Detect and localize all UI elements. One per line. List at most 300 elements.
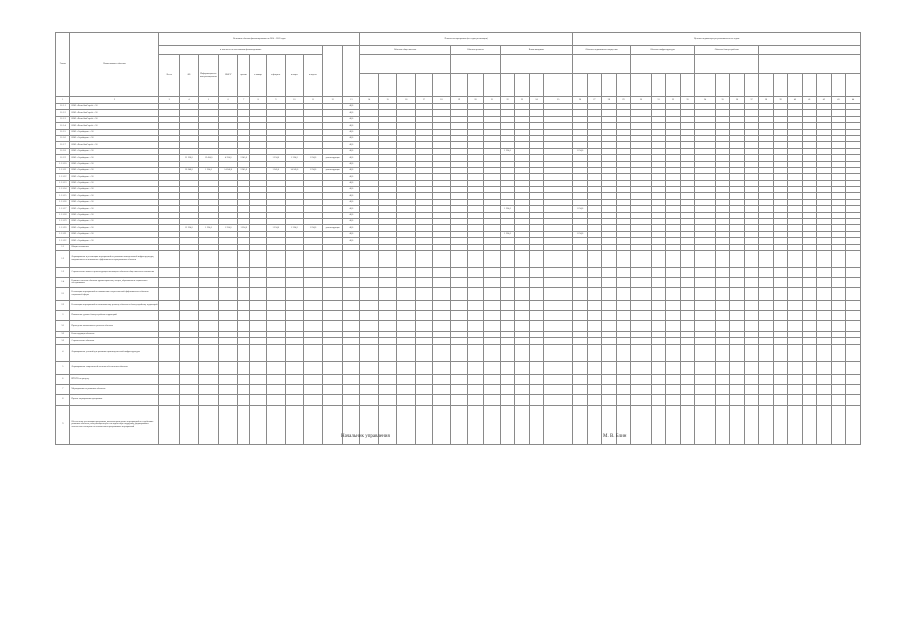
table-cell xyxy=(250,277,267,287)
column-index: 37 xyxy=(744,97,758,104)
table-cell xyxy=(817,361,831,374)
table-cell xyxy=(715,267,729,277)
table-cell xyxy=(378,250,397,267)
table-cell xyxy=(695,384,716,394)
table-cell xyxy=(817,300,831,310)
table-cell xyxy=(631,310,652,320)
header-cell: в феврале xyxy=(266,55,285,97)
header-cell: Объекты инфраструктуры xyxy=(631,46,695,55)
table-cell xyxy=(573,394,587,405)
table-cell: 48,0 xyxy=(343,123,360,129)
table-cell xyxy=(529,374,543,384)
header-cell xyxy=(451,55,501,74)
table-cell xyxy=(198,320,219,331)
table-cell: 48,0 xyxy=(343,110,360,116)
table-cell xyxy=(744,374,758,384)
signature-position: Начальник управления xyxy=(341,434,390,439)
table-cell xyxy=(219,394,238,405)
table-cell xyxy=(695,394,716,405)
table-cell xyxy=(831,277,845,287)
table-cell: 2 345,0 xyxy=(238,167,250,173)
table-cell xyxy=(802,277,816,287)
header-cell xyxy=(343,46,360,97)
section-row xyxy=(56,267,861,277)
table-cell xyxy=(322,267,343,277)
table-cell xyxy=(219,320,238,331)
table-cell xyxy=(544,310,573,320)
table-cell xyxy=(360,287,379,300)
table-cell xyxy=(831,394,845,405)
header-cell xyxy=(802,74,816,97)
table-cell: реконструкция xyxy=(322,167,343,173)
table-cell xyxy=(744,394,758,405)
table-cell xyxy=(467,374,484,384)
table-cell xyxy=(484,287,501,300)
table-cell xyxy=(500,267,514,277)
table-cell xyxy=(322,344,343,361)
table-cell xyxy=(238,310,250,320)
table-cell xyxy=(773,250,787,267)
table-cell xyxy=(573,320,587,331)
table-cell xyxy=(666,277,680,287)
table-cell xyxy=(500,344,514,361)
table-cell xyxy=(360,267,379,277)
column-index: 44 xyxy=(846,97,861,104)
section-number: 3.2 xyxy=(56,331,70,337)
table-cell xyxy=(159,287,180,300)
column-index: 1 xyxy=(56,97,70,104)
table-cell xyxy=(198,310,219,320)
table-cell: 1.1.1.9 xyxy=(56,155,70,161)
table-cell xyxy=(266,374,285,384)
object-name: ООО «Стройпром» - 50 xyxy=(70,148,159,154)
table-cell xyxy=(730,250,744,267)
column-index: 24 xyxy=(529,97,543,104)
object-name: ООО «Стройпром» - 50 xyxy=(70,193,159,199)
table-cell xyxy=(695,267,716,277)
table-cell xyxy=(343,277,360,287)
table-cell xyxy=(715,287,729,300)
table-cell: 48,0 xyxy=(343,135,360,141)
table-cell xyxy=(831,300,845,310)
table-cell xyxy=(695,320,716,331)
table-cell xyxy=(451,384,468,394)
column-index: 15 xyxy=(378,97,397,104)
table-cell xyxy=(238,250,250,267)
section-title: Развитие системы объектов здравоохранения, спорта, образования и социального обслуживания xyxy=(70,277,159,287)
object-name: ООО «ВолгоЗапСтрой» - 50 xyxy=(70,104,159,110)
table-cell xyxy=(322,374,343,384)
header-cell xyxy=(666,74,680,97)
table-cell xyxy=(573,300,587,310)
table-cell xyxy=(831,250,845,267)
table-cell xyxy=(544,287,573,300)
table-cell: 1 234,0 xyxy=(285,225,304,231)
table-cell xyxy=(304,287,323,300)
header-cell: в марте xyxy=(285,55,304,97)
table-cell xyxy=(680,250,694,267)
table-cell xyxy=(680,287,694,300)
table-cell xyxy=(198,394,219,405)
table-cell xyxy=(219,310,238,320)
table-cell xyxy=(759,384,773,394)
table-cell xyxy=(484,384,501,394)
table-cell xyxy=(773,344,787,361)
section-title: Формирование и реализация мероприятий по развитию коммунальной инфраструктуры, направленных на повышение эффективности программных объектов xyxy=(70,250,159,267)
table-cell xyxy=(730,310,744,320)
table-cell xyxy=(680,361,694,374)
table-cell xyxy=(744,250,758,267)
table-cell xyxy=(602,384,616,394)
table-cell xyxy=(432,310,451,320)
header-cell xyxy=(322,46,343,97)
table-cell xyxy=(846,267,861,277)
header-cell: Показатели программы (по годам реализации) xyxy=(360,33,573,46)
table-cell xyxy=(266,250,285,267)
table-cell xyxy=(198,344,219,361)
header-cell xyxy=(484,74,501,97)
table-cell xyxy=(343,287,360,300)
table-cell xyxy=(544,320,573,331)
table-cell xyxy=(343,374,360,384)
table-cell: реконструкция xyxy=(322,155,343,161)
table-cell xyxy=(378,374,397,384)
table-cell xyxy=(529,310,543,320)
header-cell xyxy=(544,74,573,97)
table-cell xyxy=(715,277,729,287)
column-index: 4 xyxy=(180,97,199,104)
table-cell xyxy=(587,287,601,300)
table-cell xyxy=(602,287,616,300)
table-cell xyxy=(802,310,816,320)
table-cell xyxy=(322,394,343,405)
table-cell xyxy=(515,361,529,374)
table-cell xyxy=(515,287,529,300)
table-cell: 1.1.1.11 xyxy=(56,167,70,173)
table-cell xyxy=(285,250,304,267)
table-cell: 1.1.1.4 xyxy=(56,123,70,129)
table-cell xyxy=(238,361,250,374)
table-cell xyxy=(651,287,665,300)
table-cell xyxy=(773,267,787,277)
table-cell xyxy=(432,287,451,300)
table-cell xyxy=(397,277,416,287)
header-cell: Объекты ремонта xyxy=(451,46,501,55)
table-cell xyxy=(322,361,343,374)
column-index: 3 xyxy=(159,97,180,104)
table-cell: 21 236,0 xyxy=(180,155,199,161)
table-cell xyxy=(573,344,587,361)
table-cell xyxy=(397,250,416,267)
table-cell xyxy=(680,374,694,384)
table-cell xyxy=(397,361,416,374)
table-cell xyxy=(451,320,468,331)
table-cell xyxy=(159,394,180,405)
table-cell xyxy=(159,344,180,361)
table-cell xyxy=(416,361,433,374)
table-cell xyxy=(416,300,433,310)
table-cell xyxy=(238,394,250,405)
table-cell xyxy=(587,361,601,374)
table-cell xyxy=(198,361,219,374)
table-cell xyxy=(802,300,816,310)
table-cell xyxy=(744,320,758,331)
table-cell xyxy=(715,320,729,331)
table-cell: 1 234,0 xyxy=(219,225,238,231)
table-cell xyxy=(266,300,285,310)
table-cell xyxy=(587,374,601,384)
table-cell xyxy=(484,300,501,310)
table-cell xyxy=(744,384,758,394)
table-cell xyxy=(651,277,665,287)
table-cell: 1.1.1.14 xyxy=(56,187,70,193)
table-cell: 48,0 xyxy=(343,180,360,186)
table-cell xyxy=(219,250,238,267)
column-index: 5 xyxy=(198,97,219,104)
table-cell xyxy=(451,310,468,320)
table-cell xyxy=(397,394,416,405)
table-cell xyxy=(616,361,630,374)
table-cell xyxy=(416,384,433,394)
table-cell: 1.1.1.2 xyxy=(56,110,70,116)
table-cell xyxy=(360,394,379,405)
table-cell xyxy=(759,320,773,331)
table-cell xyxy=(159,277,180,287)
table-cell: 1.1.1.12 xyxy=(56,174,70,180)
object-name: ООО «Стройпром» - 50 xyxy=(70,187,159,193)
column-index: 23 xyxy=(515,97,529,104)
table-cell xyxy=(651,394,665,405)
table-cell xyxy=(159,320,180,331)
table-cell xyxy=(666,384,680,394)
table-cell xyxy=(238,287,250,300)
table-cell xyxy=(788,361,802,374)
table-cell xyxy=(695,277,716,287)
table-cell xyxy=(397,300,416,310)
table-cell xyxy=(817,310,831,320)
column-index: 12 xyxy=(322,97,343,104)
object-name: ООО «Стройпром» - 50 xyxy=(70,199,159,205)
table-cell: 48,0 xyxy=(343,212,360,218)
table-cell xyxy=(238,384,250,394)
table-cell xyxy=(788,320,802,331)
table-cell xyxy=(159,310,180,320)
table-cell xyxy=(467,250,484,267)
table-cell xyxy=(467,300,484,310)
table-cell xyxy=(529,300,543,310)
table-cell xyxy=(467,394,484,405)
table-cell xyxy=(343,250,360,267)
header-cell xyxy=(788,74,802,97)
table-cell xyxy=(360,374,379,384)
object-name: ООО «ВолгоЗапСтрой» - 50 xyxy=(70,123,159,129)
table-cell xyxy=(529,277,543,287)
column-index: 28 xyxy=(602,97,616,104)
table-cell xyxy=(802,394,816,405)
header-cell xyxy=(744,74,758,97)
table-cell xyxy=(416,287,433,300)
table-cell: 1 234,0 xyxy=(266,155,285,161)
table-cell xyxy=(573,277,587,287)
table-cell xyxy=(544,267,573,277)
table-cell xyxy=(219,300,238,310)
table-cell xyxy=(515,394,529,405)
table-cell xyxy=(250,310,267,320)
column-index: 39 xyxy=(773,97,787,104)
header-cell xyxy=(587,74,601,97)
table-cell xyxy=(416,310,433,320)
table-cell xyxy=(467,361,484,374)
table-cell xyxy=(416,394,433,405)
table-cell xyxy=(773,384,787,394)
table-cell xyxy=(343,300,360,310)
table-cell xyxy=(587,384,601,394)
table-cell xyxy=(180,384,199,394)
header-cell: Всего xyxy=(159,55,180,97)
table-cell xyxy=(846,374,861,384)
object-name: ООО «Стройпром» - 50 xyxy=(70,219,159,225)
table-cell xyxy=(831,310,845,320)
table-cell xyxy=(180,361,199,374)
table-cell: 1.1.1.17 xyxy=(56,206,70,212)
section-row xyxy=(56,287,861,300)
table-cell xyxy=(266,287,285,300)
table-cell xyxy=(744,287,758,300)
table-cell xyxy=(484,394,501,405)
table-cell xyxy=(397,310,416,320)
table-cell xyxy=(715,361,729,374)
table-cell xyxy=(651,384,665,394)
table-cell xyxy=(587,250,601,267)
table-cell xyxy=(250,267,267,277)
object-name: ООО «Стройпром» - 50 xyxy=(70,238,159,244)
table-cell xyxy=(159,361,180,374)
object-name: ООО «Стройпром» - 50 xyxy=(70,180,159,186)
table-cell xyxy=(285,267,304,277)
table-cell xyxy=(198,300,219,310)
header-cell xyxy=(515,74,529,97)
table-cell xyxy=(788,300,802,310)
table-cell xyxy=(198,277,219,287)
column-index: 10 xyxy=(285,97,304,104)
header-cell xyxy=(529,74,543,97)
object-name: ООО «Стройпром» - 50 xyxy=(70,161,159,167)
table-cell xyxy=(432,361,451,374)
table-cell xyxy=(651,250,665,267)
table-cell xyxy=(180,267,199,277)
table-cell xyxy=(219,361,238,374)
table-cell xyxy=(219,344,238,361)
table-cell xyxy=(602,361,616,374)
table-cell xyxy=(651,300,665,310)
table-cell: 1 234,0 xyxy=(285,155,304,161)
section-title: Повышение уровня благоустройства территорий xyxy=(70,310,159,320)
table-cell xyxy=(180,344,199,361)
table-cell xyxy=(219,287,238,300)
table-cell xyxy=(266,361,285,374)
table-cell: 48,0 xyxy=(343,167,360,173)
table-cell: 48,0 xyxy=(343,116,360,122)
table-cell xyxy=(360,344,379,361)
header-cell: Наименование объектов xyxy=(70,33,159,97)
table-cell: 20 346,0 xyxy=(180,167,199,173)
header-cell: Вновь вводимые xyxy=(500,46,572,55)
table-cell xyxy=(616,374,630,384)
header-cell: в том числе по источникам финансирования xyxy=(159,46,322,55)
header-cell: Объекты общественные xyxy=(360,46,451,55)
table-cell xyxy=(432,374,451,384)
table-cell xyxy=(666,344,680,361)
table-cell xyxy=(730,361,744,374)
object-name: ООО «Стройпром» - 50 xyxy=(70,167,159,173)
table-cell xyxy=(616,277,630,287)
table-cell xyxy=(219,277,238,287)
table-cell xyxy=(587,277,601,287)
column-index: 14 xyxy=(360,97,379,104)
table-cell xyxy=(451,361,468,374)
table-cell xyxy=(773,310,787,320)
table-cell xyxy=(378,361,397,374)
table-cell: 48,0 xyxy=(343,148,360,154)
table-cell xyxy=(515,374,529,384)
table-cell xyxy=(715,394,729,405)
table-cell xyxy=(680,384,694,394)
table-cell xyxy=(730,344,744,361)
table-cell xyxy=(802,267,816,277)
table-cell xyxy=(451,374,468,384)
table-cell: 1 234,0 xyxy=(573,148,587,154)
table-cell xyxy=(250,384,267,394)
table-cell xyxy=(304,320,323,331)
table-cell xyxy=(397,344,416,361)
table-cell xyxy=(587,310,601,320)
table-cell xyxy=(802,320,816,331)
table-cell: 48,0 xyxy=(343,142,360,148)
table-cell xyxy=(397,320,416,331)
table-cell xyxy=(180,250,199,267)
table-cell xyxy=(695,300,716,310)
table-cell: 48,0 xyxy=(343,193,360,199)
table-cell: 12 234,0 xyxy=(180,225,199,231)
section-title: Мероприятия по развитию объектов xyxy=(70,384,159,394)
table-cell xyxy=(680,267,694,277)
table-cell xyxy=(730,267,744,277)
table-cell xyxy=(573,374,587,384)
table-cell: 48,0 xyxy=(343,129,360,135)
table-cell: 1.1.1.10 xyxy=(56,161,70,167)
table-cell xyxy=(500,300,514,310)
table-cell xyxy=(416,277,433,287)
table-cell xyxy=(773,320,787,331)
table-cell xyxy=(416,344,433,361)
section-number: 3 xyxy=(56,310,70,320)
table-cell xyxy=(432,320,451,331)
table-cell xyxy=(631,384,652,394)
table-cell xyxy=(397,384,416,394)
table-cell: 1.1.1.1 xyxy=(56,104,70,110)
object-name: ООО «ВолгоЗапСтрой» - 50 xyxy=(70,142,159,148)
table-cell xyxy=(759,310,773,320)
table-cell xyxy=(467,277,484,287)
table-cell xyxy=(360,300,379,310)
table-cell xyxy=(695,250,716,267)
table-cell xyxy=(250,287,267,300)
table-cell xyxy=(573,361,587,374)
table-cell: 1.1.1.5 xyxy=(56,129,70,135)
table-cell: 48,0 xyxy=(343,225,360,231)
table-cell xyxy=(666,300,680,310)
table-cell xyxy=(266,277,285,287)
